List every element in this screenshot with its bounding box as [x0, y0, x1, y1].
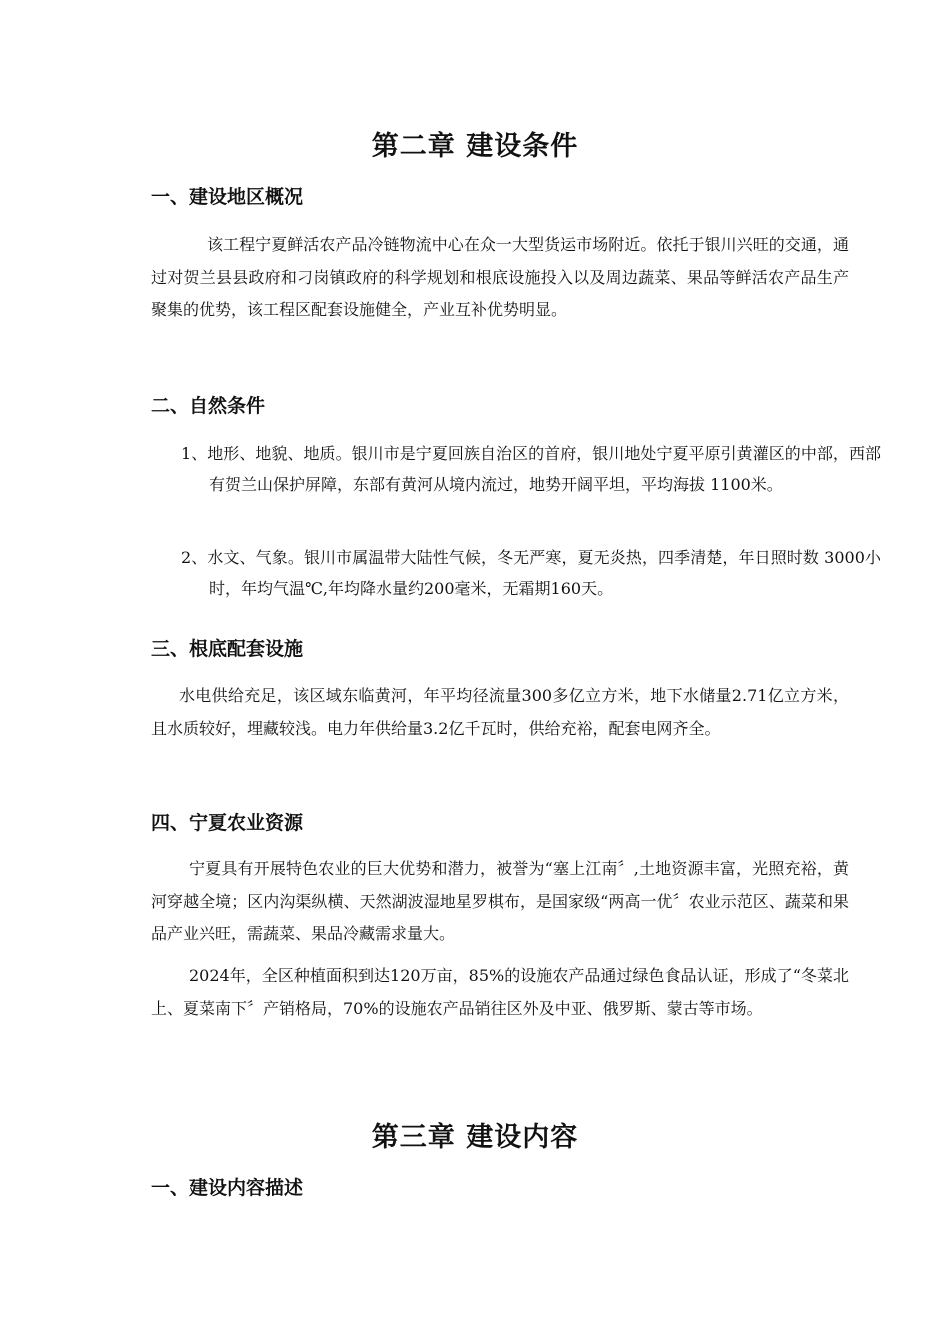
- section-heading-construction-description: 一、建设内容描述: [151, 1177, 304, 1199]
- paragraph-planting-statistics: 2024年，全区种植面积到达120万亩，85%的设施农产品通过绿色食品认证，形成了“冬菜北上、夏菜南下〞产销格局，70%的设施农产品销往区外及中亚、俄罗斯、蒙古等市场。: [151, 966, 849, 1018]
- paragraph-location-overview: 该工程宁夏鲜活农产品冷链物流中心在众一大型货运市场附近。依托于银川兴旺的交通，通过对贺兰县县政府和刁岗镇政府的科学规划和根底设施投入以及周边蔬菜、果品等鲜活农产品生产聚集的优势，该工程区配套设施健全，产业互补优势明显。: [151, 235, 849, 319]
- section-heading-infrastructure: 三、根底配套设施: [151, 638, 304, 660]
- paragraph-infrastructure: 水电供给充足，该区域东临黄河，年平均径流量300多亿立方米，地下水储量2.71亿立方米，且水质较好，埋藏较浅。电力年供给量3.2亿千瓦时，供给充裕，配套电网齐全。: [151, 686, 849, 738]
- list-item-climate: 2、水文、气象。银川市属温带大陆性气候，冬无严寒，夏无炎热，四季清楚，年日照时数 3000小时，年均气温℃,年均降水量约200毫米，无霜期160天。: [181, 548, 881, 598]
- paragraph-agricultural-advantages: 宁夏具有开展特色农业的巨大优势和潜力，被誉为“塞上江南〞,土地资源丰富，光照充裕，黄河穿越全境；区内沟渠纵横、天然湖波湿地星罗棋布，是国家级“两高一优〞农业示范区、蔬菜和果品产业兴旺，需蔬菜、果品冷藏需求量大。: [151, 859, 849, 943]
- list-item-terrain: 1、地形、地貌、地质。银川市是宁夏回族自治区的首府，银川地处宁夏平原引黄灌区的中部，西部有贺兰山保护屏障，东部有黄河从境内流过，地势开阔平坦，平均海拔 1100米。: [181, 444, 881, 494]
- chapter-3-title: 第三章 建设内容: [371, 1122, 579, 1153]
- section-heading-location-overview: 一、建设地区概况: [151, 186, 304, 208]
- section-heading-natural-conditions: 二、自然条件: [151, 395, 266, 417]
- section-heading-agricultural-resources: 四、宁夏农业资源: [151, 812, 304, 834]
- chapter-2-title: 第二章 建设条件: [371, 131, 579, 162]
